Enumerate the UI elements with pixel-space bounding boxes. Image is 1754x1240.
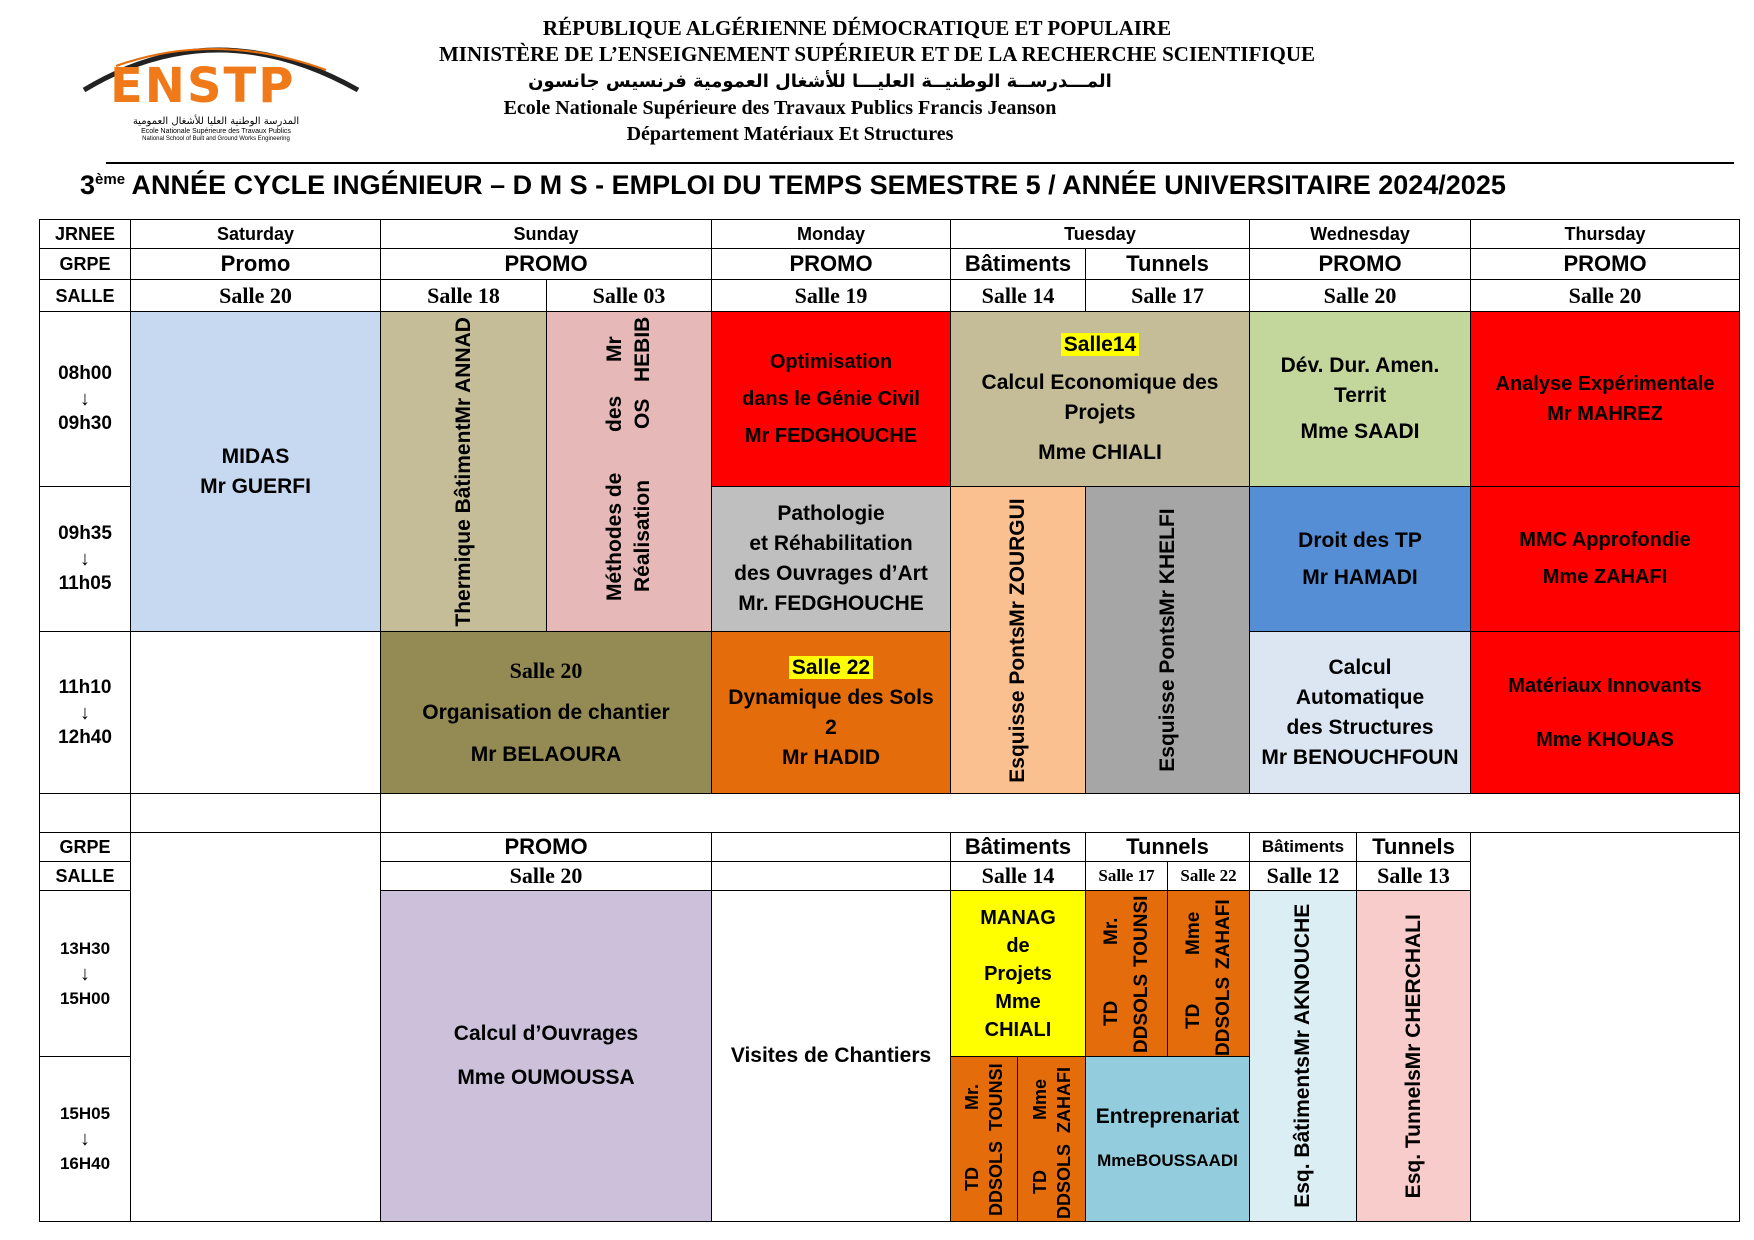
session-manag: MANAG de Projets Mme CHIALI — [950, 890, 1086, 1057]
time-slot-5: 15H05 ↓ 16H40 — [39, 1056, 131, 1222]
session-mmc: MMC Approfondie Mme ZAHAFI — [1470, 486, 1740, 632]
session-dynamique: Salle 22 Dynamique des Sols 2 Mr HADID — [711, 631, 951, 794]
session-visites: Visites de Chantiers — [711, 890, 951, 1222]
session-td-ddsols-tounsi: TD DDSOLS Mr. TOUNSI — [1085, 890, 1168, 1057]
saturday-afternoon-empty — [130, 832, 381, 1222]
down-arrow-icon: ↓ — [80, 548, 90, 570]
room-tuesday-batiments: Salle 14 — [950, 279, 1086, 312]
down-arrow-icon: ↓ — [80, 701, 90, 724]
session-dev-dur: Dév. Dur. Amen. Territ Mme SAADI — [1249, 311, 1471, 487]
session-optimisation: Optimisation dans le Génie Civil Mr FEDGHOUCHE — [711, 311, 951, 487]
thursday-afternoon-empty — [1470, 832, 1740, 1222]
label-grpe-pm: GRPE — [39, 832, 131, 862]
header-department: Département Matériaux Et Structures — [626, 123, 954, 145]
session-esq-batiments: Esq. Bâtiments Mr AKNOUCHE — [1249, 890, 1357, 1222]
session-calcul-economique: Salle14 Calcul Economique des Projets Mme CHIALI — [950, 311, 1250, 487]
group-sunday: PROMO — [380, 248, 712, 280]
gap-label — [39, 793, 131, 833]
header-school: Ecole Nationale Supérieure des Travaux Publics Francis Jeanson — [503, 97, 1057, 119]
group-tuesday-tunnels: Tunnels — [1085, 248, 1250, 280]
group-tuesday-batiments-pm: Bâtiments — [950, 832, 1086, 862]
group-sunday-pm: PROMO — [380, 832, 712, 862]
day-tuesday: Tuesday — [950, 219, 1250, 249]
session-calcul-ouvrages: Calcul d’Ouvrages Mme OUMOUSSA — [380, 890, 712, 1222]
session-organisation: Salle 20 Organisation de chantier Mr BELAOURA — [380, 631, 712, 794]
logo-french: Ecole Nationale Supérieure des Travaux Publics — [141, 128, 291, 135]
day-wednesday: Wednesday — [1249, 219, 1471, 249]
session-methodes: Méthodes de Réalisation des OS Mr HEBIB — [546, 311, 712, 632]
session-esquisse-ponts-batiments: Esquisse Ponts Mr ZOURGUI — [950, 486, 1086, 794]
group-thursday: PROMO — [1470, 248, 1740, 280]
session-droit: Droit des TP Mr HAMADI — [1249, 486, 1471, 632]
room-tuesday-tunnels-1-pm: Salle 17 — [1085, 861, 1168, 891]
session-td-ddsols-zahafi: TD DDSOLS Mme ZAHAFI — [1167, 890, 1250, 1057]
session-thermique: Thermique Bâtiment Mr ANNAD — [380, 311, 547, 632]
session-entreprenariat: Entreprenariat MmeBOUSSAADI — [1085, 1056, 1250, 1222]
room-tuesday-batiments-pm: Salle 14 — [950, 861, 1086, 891]
session-analyse: Analyse Expérimentale Mr MAHREZ — [1470, 311, 1740, 487]
room-wednesday: Salle 20 — [1249, 279, 1471, 312]
group-wednesday-batiments-pm: Bâtiments — [1249, 832, 1357, 862]
session-pathologie: Pathologie et Réhabilitation des Ouvrages d’Art Mr. FEDGHOUCHE — [711, 486, 951, 632]
gap-rest — [380, 793, 1740, 833]
room-thursday: Salle 20 — [1470, 279, 1740, 312]
down-arrow-icon: ↓ — [80, 1128, 90, 1150]
room-monday-pm — [711, 861, 951, 891]
room-tuesday-tunnels: Salle 17 — [1085, 279, 1250, 312]
logo-english: National School of Built and Ground Works Engineering — [142, 136, 290, 142]
label-salle: SALLE — [39, 279, 131, 312]
time-slot-3: 11h10 ↓ 12h40 — [39, 631, 131, 794]
session-esq-tunnels: Esq. Tunnels Mr CHERCHALI — [1356, 890, 1471, 1222]
down-arrow-icon: ↓ — [80, 388, 90, 410]
session-calcul-automatique: Calcul Automatique des Structures Mr BENOUCHFOUN — [1249, 631, 1471, 794]
time-slot-1: 08h00 ↓ 09h30 — [39, 311, 131, 487]
header-ministry: MINISTÈRE DE L’ENSEIGNEMENT SUPÉRIEUR ET DE LA RECHERCHE SCIENTIFIQUE — [438, 42, 1315, 66]
label-jrnee: JRNEE — [39, 219, 131, 249]
session-td-ddsols-tounsi-2: TD DDSOLS Mr. TOUNSI — [950, 1056, 1018, 1222]
group-monday-pm — [711, 832, 951, 862]
label-salle-pm: SALLE — [39, 861, 131, 891]
room-highlight: Salle14 — [1061, 333, 1139, 356]
room-monday: Salle 19 — [711, 279, 951, 312]
day-monday: Monday — [711, 219, 951, 249]
room-wednesday-batiments-pm: Salle 12 — [1249, 861, 1357, 891]
group-saturday: Promo — [130, 248, 381, 280]
logo-text: ENSTP — [110, 58, 296, 114]
time-slot-2: 09h35 ↓ 11h05 — [39, 486, 131, 632]
session-midas: MIDAS Mr GUERFI — [130, 311, 381, 632]
room-sunday-2: Salle 03 — [546, 279, 712, 312]
room-tuesday-tunnels-2-pm: Salle 22 — [1167, 861, 1250, 891]
group-wednesday-tunnels-pm: Tunnels — [1356, 832, 1471, 862]
session-td-ddsols-zahafi-2: TD DDSOLS Mme ZAHAFI — [1017, 1056, 1086, 1222]
down-arrow-icon: ↓ — [80, 962, 90, 985]
room-wednesday-tunnels-pm: Salle 13 — [1356, 861, 1471, 891]
session-materiaux: Matériaux Innovants Mme KHOUAS — [1470, 631, 1740, 794]
group-tuesday-tunnels-pm: Tunnels — [1085, 832, 1250, 862]
logo-arabic: المدرسة الوطنية العليا للأشغال العمومية — [132, 116, 300, 127]
empty-saturday-slot-3 — [130, 631, 381, 794]
group-tuesday-batiments: Bâtiments — [950, 248, 1086, 280]
day-thursday: Thursday — [1470, 219, 1740, 249]
session-esquisse-ponts-tunnels: Esquisse Ponts Mr KHELFI — [1085, 486, 1250, 794]
header-arabic: المـــدرســة الوطنيــة العليـــا للأشغال العمومية فرنسيس جانسون — [528, 71, 1112, 92]
group-wednesday: PROMO — [1249, 248, 1471, 280]
room-saturday: Salle 20 — [130, 279, 381, 312]
day-saturday: Saturday — [130, 219, 381, 249]
group-monday: PROMO — [711, 248, 951, 280]
header-republic: RÉPUBLIQUE ALGÉRIENNE DÉMOCRATIQUE ET POPULAIRE — [542, 16, 1172, 40]
page-title: 3ème ANNÉE CYCLE INGÉNIEUR – D M S - EMPLOI DU TEMPS SEMESTRE 5 / ANNÉE UNIVERSITAIRE 2024/2025 — [80, 170, 1506, 200]
label-grpe: GRPE — [39, 248, 131, 280]
room-highlight: Salle 22 — [789, 656, 873, 679]
gap-saturday — [130, 793, 381, 833]
room-sunday-1: Salle 18 — [380, 279, 547, 312]
day-sunday: Sunday — [380, 219, 712, 249]
room-sunday-pm: Salle 20 — [380, 861, 712, 891]
time-slot-4: 13H30 ↓ 15H00 — [39, 890, 131, 1057]
